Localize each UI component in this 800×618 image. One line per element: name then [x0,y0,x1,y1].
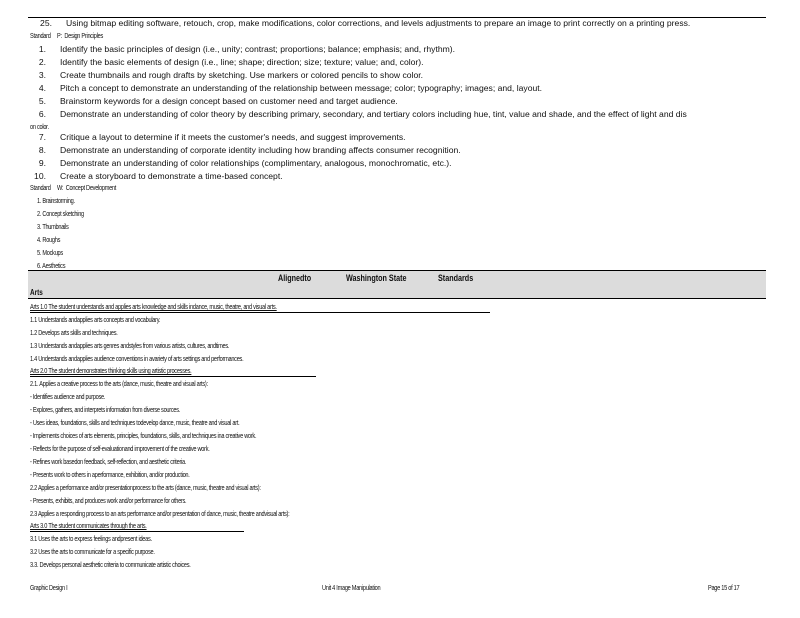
arts-line: - Uses ideas, foundations, skills and techniques todevelop dance, music, theatre and visual art. [30,418,240,427]
standard-w-header: Standard W: Concept Development [30,183,117,192]
list-item: 10. Create a storyboard to demonstrate a time-based concept. [34,171,283,181]
list-item: 2. Identify the basic elements of design (i.e., line; shape; direction; size; texture; value; and, color). [38,57,424,67]
aligned-header-standards: Standards [438,273,474,283]
arts-line: 3.1 Uses the arts to express feelings andpresent ideas. [30,534,152,543]
arts-line: 1.3 Understands andapplies arts genres andstyles from various artists, cultures, andtimes. [30,341,230,350]
standard-p-header: Standard P: Design Principles [30,31,104,40]
list-item: 1. Identify the basic principles of design (i.e., unity; contrast; proportions; balance; emphasis; and, rhythm). [38,44,456,54]
arts-line: 2.1. Applies a creative process to the arts (dance, music, theatre and visual arts): [30,379,208,388]
arts-3-underline [30,531,244,532]
arts-1-underline [30,312,490,313]
list-item-wrap: on color. [30,122,49,131]
list-item: 7. Critique a layout to determine if it meets the customer's needs, and suggest improvements. [38,132,406,142]
arts-line: Arts 1.0 The student understands and applies arts knowledge and skills indance, music, theatre, and visual arts. [30,302,277,311]
arts-line: 2.2 Applies a performance and/or presentationprocess to the arts (dance, music, theatre and visual arts): [30,483,261,492]
arts-line: 1.2 Develops arts skills and techniques. [30,328,118,337]
arts-title: Arts [30,288,43,297]
band-top-rule [28,270,766,271]
footer-unit: Unit 4 Image Manipulation [322,583,381,592]
list-item: 6. Demonstrate an understanding of color theory by describing primary, secondary, and tertiary colors including hue, tint, value and shade, and the effect of light and dis [38,109,687,119]
arts-line: 3.2 Uses the arts to communicate for a specific purpose. [30,547,155,556]
arts-line: Arts 3.0 The student communicates through the arts. [30,521,147,530]
arts-line: 1.1 Understands andapplies arts concepts and vocabulary. [30,315,161,324]
arts-line: Arts 2.0 The student demonstrates thinking skills using artistic processes. [30,366,192,375]
list-item: 4. Pitch a concept to demonstrate an understanding of the relationship between message; color; typography; images; and, layout. [38,83,543,93]
list-item: 4. Roughs [37,235,61,244]
arts-line: 3.3. Develops personal aesthetic criteria to communicate artistic choices. [30,560,191,569]
list-item: 3. Thumbnails [37,222,69,231]
p-item-25: 25. Using bitmap editing software, retouch, crop, make modifications, color corrections, and levels adjustments to prepare an image to print correctly on a printing press. [40,18,691,28]
aligned-header-state: Washington State [346,273,407,283]
arts-line: - Reflects for the purpose of self-evaluationand improvement of the creative work. [30,444,210,453]
list-item: 5. Mockups [37,248,63,257]
arts-line: - Refines work basedon feedback, self-reflection, and aesthetic criteria. [30,457,187,466]
footer-course: Graphic Design I [30,583,68,592]
list-item: 9. Demonstrate an understanding of color relationships (complimentary, analogous, monochromatic, etc.). [38,158,452,168]
footer-page-number: Page 15 of 17 [708,583,740,592]
list-item: 3. Create thumbnails and rough drafts by sketching. Use markers or colored pencils to show color. [38,70,424,80]
arts-line: - Presents, exhibits, and produces work and/or performance for others. [30,496,187,505]
arts-line: 2.3 Applies a responding process to an arts performance and/or presentation of dance, music, theatre andvisual arts): [30,509,290,518]
aligned-header: Alignedto [278,273,312,283]
list-item: 8. Demonstrate an understanding of corporate identity including how branding affects consumer recognition. [38,145,461,155]
list-item: 5. Brainstorm keywords for a design concept based on customer need and target audience. [38,96,398,106]
arts-line: - Implements choices of arts elements, principles, foundations, skills, and techniques ina creative work. [30,431,257,440]
arts-line: - Presents work to others in aperformance, exhibition, and/or production. [30,470,190,479]
arts-line: - Identifies audience and purpose. [30,392,106,401]
arts-line: - Explores, gathers, and interprets information from diverse sources. [30,405,181,414]
list-item: 1. Brainstorming. [37,196,75,205]
band-bottom-rule [28,298,766,299]
list-item: 6. Aesthetics [37,261,66,270]
arts-line: 1.4 Understands andapplies audience conventions in avariety of arts settings and performances. [30,354,244,363]
list-item: 2. Concept sketching [37,209,84,218]
arts-2-underline [30,376,316,377]
